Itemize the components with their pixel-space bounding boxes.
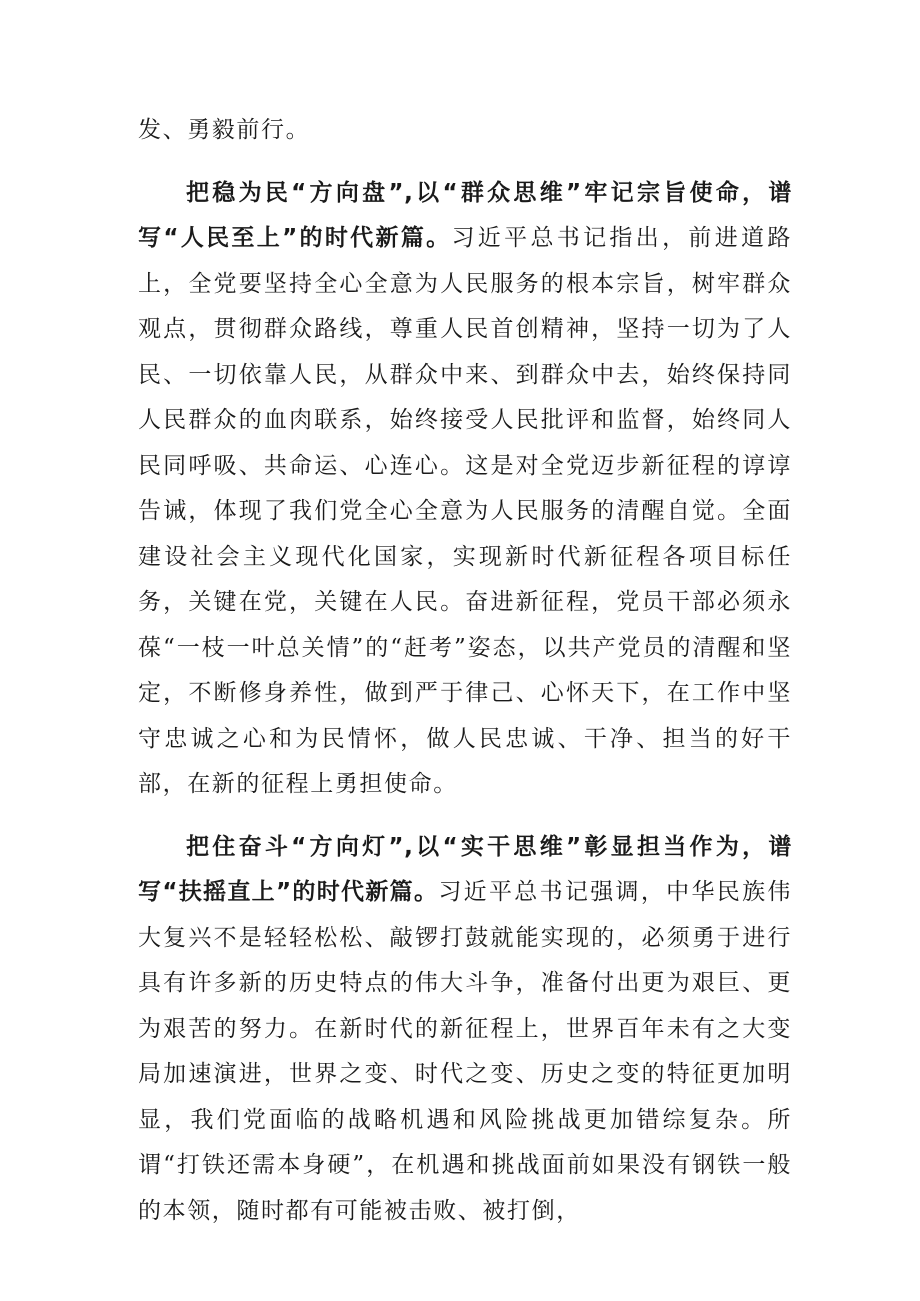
- document-page: [138, 108, 792, 1234]
- paragraph-text: 习近平总书记强调，中华民族伟大复兴不是轻轻松松、敲锣打鼓就能实现的，必须勇于进行具有许多新的历史特点的伟大斗争，准备付出更为艰巨、更为艰苦的努力。在新时代的新征程上，世界百年未有之大变局加速演进，世界之变、时代之变、历史之变的特征更加明显，我们党面临的战略机遇和风险挑战更加错综复杂。所谓“打铁还需本身硬”，在机遇和挑战面前如果没有钢铁一般的本领，随时都有可能被击败、被打倒，: [138, 879, 792, 1224]
- paragraph-lead-heading: 把稳为民“方向盘”,以“群众思维”牢记宗旨使命，谱写“人民至上”的时代新篇。: [138, 179, 792, 251]
- paragraph-text: 习近平总书记指出，前进道路上，全党要坚持全心全意为人民服务的根本宗旨，树牢群众观点，贯彻群众路线，尊重人民首创精神，坚持一切为了人民、一切依靠人民，从群众中来、到群众中去，始终保持同人民群众的血肉联系，始终接受人民批评和监督，始终同人民同呼吸、共命运、心连心。这是对全党迈步新征程的谆谆告诫，体现了我们党全心全意为人民服务的清醒自觉。全面建设社会主义现代化国家，实现新时代新征程各项目标任务，关键在党，关键在人民。奋进新征程，党员干部必须永葆“一枝一叶总关情”的“赶考”姿态，以共产党员的清醒和坚定，不断修身养性，做到严于律己、心怀天下，在工作中坚守忠诚之心和为民情怀，做人民忠诚、干净、担当的好干部，在新的征程上勇担使命。: [138, 225, 792, 797]
- paragraph-lead-heading: 把住奋斗“方向灯”,以“实干思维”彰显担当作为，谱写“扶摇直上”的时代新篇。: [138, 833, 792, 905]
- paragraph-people-first: [138, 171, 792, 808]
- paragraph-continuation: [138, 108, 792, 154]
- paragraph-struggle: [138, 825, 792, 1235]
- paragraph-text: 发、勇毅前行。: [138, 117, 311, 143]
